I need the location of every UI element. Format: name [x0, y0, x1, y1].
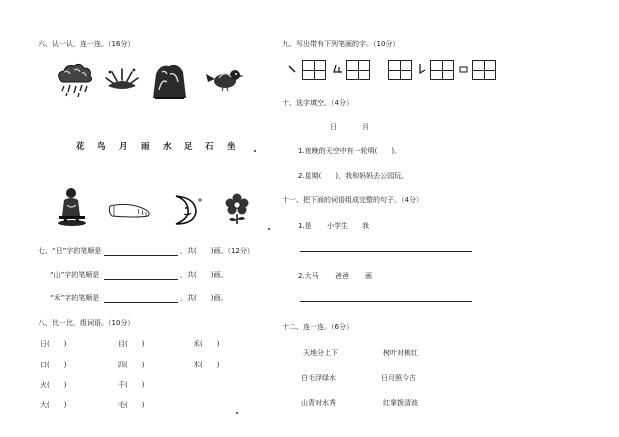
q7-row1-prefix: 七、“日”字的笔顺是 [38, 247, 102, 255]
q9-title: 九、写出带有下列笔画的字。（10分） [282, 40, 400, 48]
q11-s1-word-3: 我 [362, 222, 369, 230]
char-zu[interactable]: 足 [184, 142, 193, 152]
q10-title: 十、选字填空。（4分） [282, 99, 353, 107]
q11-s2-word-3: 画 [365, 272, 372, 280]
q6-title: 六、认一认，连一连。（16分） [38, 40, 135, 48]
q8-cell-3-2[interactable]: 千( ) [118, 381, 145, 389]
q10-sentence-1[interactable]: 1.夜晚的天空中有一轮明( )。 [298, 147, 402, 155]
char-yue[interactable]: 月 [119, 142, 128, 152]
q8-cell-4-1[interactable]: 大( ) [40, 401, 67, 409]
scan-speck [236, 412, 238, 414]
q12-left-2[interactable]: 白毛浮绿水 [301, 374, 336, 382]
q12-right-2[interactable]: 日月照今古 [381, 374, 416, 382]
splashing-water-picture [104, 66, 140, 94]
scan-speck [254, 150, 256, 152]
char-shui[interactable]: 水 [163, 142, 172, 152]
q11-s2-word-1: 2.大马 [298, 272, 319, 280]
q8-title: 八、比一比，组词语。（10分） [38, 319, 135, 327]
q12-left-3[interactable]: 山青对水秀 [301, 399, 336, 407]
q12-right-3[interactable]: 红掌拨清波 [383, 399, 418, 407]
char-shi[interactable]: 石 [205, 142, 214, 152]
q8-cell-2-1[interactable]: 口( ) [40, 361, 67, 369]
q7-row3-answer-line[interactable] [104, 302, 178, 303]
stroke-dot-icon [459, 66, 469, 74]
q10-sentence-2[interactable]: 2.星期( )，我和妈妈去公园玩。 [298, 172, 409, 180]
q8-cell-2-2[interactable]: 四( ) [118, 361, 145, 369]
q8-cell-3-1[interactable]: 火( ) [40, 381, 67, 389]
stroke-dian-heng-icon [287, 63, 301, 75]
q11-s1-answer-line[interactable] [300, 251, 472, 252]
writing-grid-2[interactable] [346, 60, 370, 80]
writing-grid-4[interactable] [430, 60, 454, 80]
q12-right-1[interactable]: 树叶对桃红 [383, 349, 418, 357]
q8-cell-4-2[interactable]: 毛( ) [118, 401, 145, 409]
q7-row2-suffix: ，共( )画。 [180, 271, 228, 279]
char-hua[interactable]: 花 [76, 142, 85, 152]
q7-row2-prefix: “山”字的笔顺是 [50, 271, 100, 279]
q11-s2-answer-line[interactable] [300, 301, 472, 302]
scan-speck [268, 228, 270, 230]
q7-row3-suffix: ，共( )画。 [180, 294, 228, 302]
writing-grid-1[interactable] [302, 60, 326, 80]
q7-row1-suffix: ，共( )画。（12分） [180, 247, 254, 255]
foot-picture [108, 200, 152, 220]
rain-cloud-picture [54, 62, 94, 98]
stone-picture [150, 60, 188, 100]
q8-cell-1-3[interactable]: 禾( ) [193, 340, 220, 348]
sitting-person-picture [56, 186, 88, 226]
flower-picture [222, 192, 252, 226]
char-zuo[interactable]: 坐 [227, 142, 236, 152]
char-yu[interactable]: 雨 [141, 142, 150, 152]
moon-picture [166, 192, 206, 226]
q11-s2-word-2: 爸爸 [335, 272, 349, 280]
q12-title: 十二、连一连。（6分） [282, 323, 353, 331]
q10-option-yue: 月 [362, 123, 369, 131]
char-niao[interactable]: 鸟 [97, 142, 106, 152]
q7-row3-prefix: “禾”字的笔顺是 [50, 294, 100, 302]
q7-row1-answer-line[interactable] [104, 255, 178, 256]
writing-grid-3[interactable] [388, 60, 412, 80]
q11-s1-word-1: 1.是 [298, 222, 312, 230]
q7-row2-answer-line[interactable] [104, 279, 178, 280]
q10-option-ri: 日 [330, 123, 337, 131]
stroke-pie-zhe-icon [333, 63, 345, 75]
stroke-shu-ti-icon [417, 63, 427, 75]
q11-s1-word-2: 小学生 [327, 222, 348, 230]
q8-cell-2-3[interactable]: 木( ) [193, 361, 220, 369]
q11-title: 十一、把下面的词语组成完整的句子。（4分） [282, 196, 423, 204]
q12-left-1[interactable]: 天地分上下 [303, 349, 338, 357]
writing-grid-5[interactable] [472, 60, 496, 80]
q8-cell-1-1[interactable]: 日( ) [40, 340, 67, 348]
q8-cell-1-2[interactable]: 目( ) [118, 340, 145, 348]
bird-picture [205, 66, 245, 92]
